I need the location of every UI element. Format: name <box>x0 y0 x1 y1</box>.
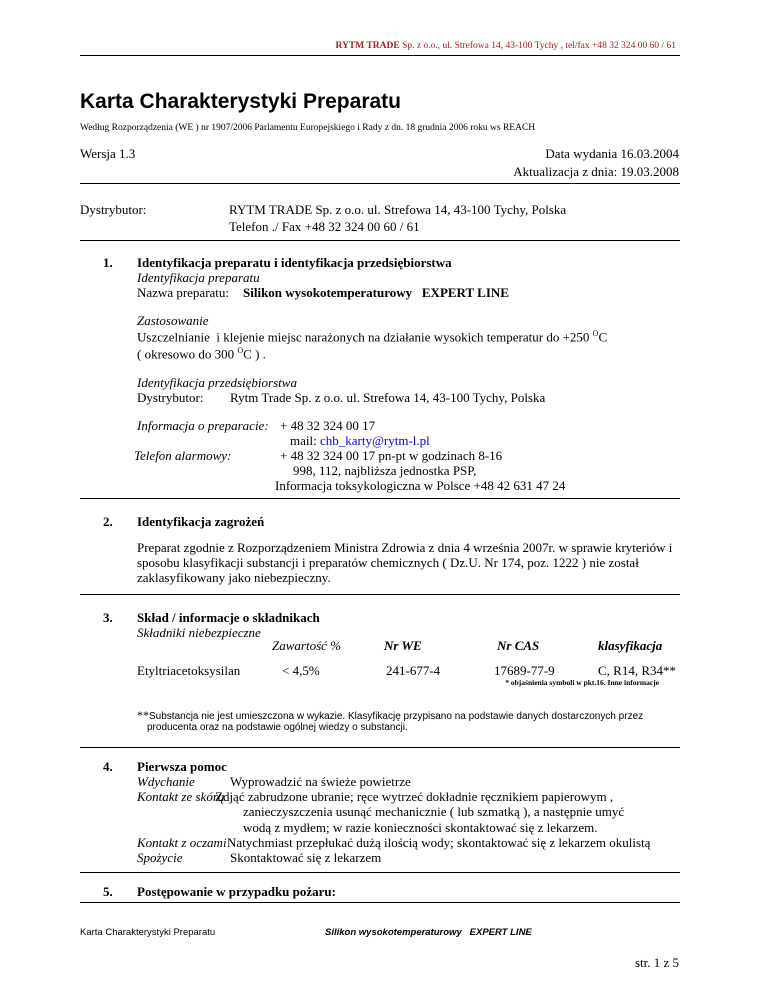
mail-link[interactable]: chb_karty@rytm-l.pl <box>319 433 430 448</box>
use-line1 <box>137 329 607 345</box>
prep-name: Silikon wysokotemperaturowy EXPERT LINE <box>243 285 509 300</box>
section2-line1: Preparat zgodnie z Rozporządzeniem Ministra Zdrowia z dnia 4 września 2007r. w sprawie kryteriów i <box>137 540 673 555</box>
divider <box>80 240 680 241</box>
row-class: C, R14, R34** <box>597 663 676 678</box>
ingestion-text: Skontaktować się z lekarzem <box>230 850 382 865</box>
section2-number: 2. <box>103 514 113 529</box>
info-mail <box>290 433 430 449</box>
use-line2 <box>137 346 266 362</box>
note-mark: ** <box>137 708 149 722</box>
note-line1: Substancja nie jest umieszczona w wykazie. Klasyfikację przypisano na podstawie danych dostarczonych przez <box>149 711 644 722</box>
section1-title: Identyfikacja preparatu i identyfikacja przedsiębiorstwa <box>137 255 452 270</box>
use-line1-text: Uszczelnianie i klejenie miejsc narażonych na działanie wysokich temperatur do +250 <box>137 329 593 345</box>
prep-heading: Identyfikacja preparatu <box>137 270 260 285</box>
version: Wersja 1.3 <box>80 146 136 161</box>
alarm-label: Telefon alarmowy: <box>134 448 232 463</box>
use-line2-text: ( okresowo do 300 <box>137 346 238 362</box>
note-line2: producenta oraz na podstawie ogólnej wiedzy o substancji. <box>147 722 408 733</box>
eye-text: Natychmiast przepłukać dużą ilością wody; skontaktować się z lekarzem okulistą <box>227 835 651 850</box>
degree-sup: O <box>592 329 599 338</box>
use-heading: Zastosowanie <box>137 313 209 328</box>
page-header <box>0 41 676 51</box>
skin-line3: wodą z mydłem; w razie konieczności skontaktować się z lekarzem. <box>243 820 598 835</box>
inhalation-label: Wdychanie <box>137 774 195 789</box>
info-label: Informacja o preparacie: <box>137 418 269 433</box>
section1-number: 1. <box>103 255 113 270</box>
distributor-line2: Telefon ./ Fax +48 32 324 00 60 / 61 <box>229 219 420 234</box>
alarm-line2: 998, 112, najbliższa jednostka PSP, <box>293 463 477 478</box>
company-label: Dystrybutor: <box>137 390 204 405</box>
section4-title: Pierwsza pomoc <box>137 759 227 774</box>
col-cas: Nr CAS <box>497 638 540 653</box>
section3-title: Skład / informacje o składnikach <box>137 610 320 625</box>
section5-title: Postępowanie w przypadku pożaru: <box>137 884 336 899</box>
prep-name-label: Nazwa preparatu: <box>137 285 230 300</box>
company-value: Rytm Trade Sp. z o.o. ul. Strefowa 14, 43-100 Tychy, Polska <box>230 390 546 405</box>
section2-line2: sposobu klasyfikacji substancji i preparatów chemicznych ( Dz.U. Nr 174, poz. 1222 ) nie został <box>137 555 639 570</box>
issue-date: Data wydania 16.03.2004 <box>545 146 679 161</box>
distributor-line1: RYTM TRADE Sp. z o.o. ul. Strefowa 14, 43-100 Tychy, Polska <box>229 202 567 217</box>
col-we: Nr WE <box>384 638 422 653</box>
alarm-line3: Informacja toksykologiczna w Polsce +48 42 631 47 24 <box>275 478 566 493</box>
update-date: Aktualizacja z dnia: 19.03.2008 <box>513 164 679 179</box>
section3-number: 3. <box>103 610 113 625</box>
mail-label: mail: <box>290 433 320 448</box>
row-name: Etyltriacetoksysilan <box>137 663 241 678</box>
section2-title: Identyfikacja zagrożeń <box>137 514 265 529</box>
inhalation-text: Wyprowadzić na świeże powietrze <box>230 774 411 789</box>
ingredients-heading: Składniki niebezpieczne <box>137 625 261 640</box>
row-cas: 17689-77-9 <box>494 663 555 678</box>
class-footnote: * objaśnienia symboli w pkt.16. Inne informacje <box>505 678 659 687</box>
note <box>137 707 643 723</box>
divider <box>80 902 680 903</box>
company-heading: Identyfikacja przedsiębiorstwa <box>137 375 297 390</box>
footer-center: Silikon wysokotemperaturowy EXPERT LINE <box>325 927 532 938</box>
section5-number: 5. <box>103 884 113 899</box>
divider <box>80 747 680 748</box>
eye-label: Kontakt z oczami <box>137 835 227 850</box>
section2-line3: zaklasyfikowany jako niebezpieczny. <box>137 570 331 585</box>
divider <box>80 872 680 873</box>
row-we: 241-677-4 <box>386 663 441 678</box>
header-address: Sp. z o.o., ul. Strefowa 14, 43-100 Tychy , tel/fax +48 32 324 00 60 / 61 <box>399 41 676 51</box>
header-company: RYTM TRADE <box>335 41 400 51</box>
section4-number: 4. <box>103 759 113 774</box>
col-class: klasyfikacja <box>598 638 663 653</box>
distributor-label: Dystrybutor: <box>80 202 147 217</box>
skin-label: Kontakt ze skórą <box>137 789 225 804</box>
divider <box>80 498 680 499</box>
divider <box>80 183 680 184</box>
col-content: Zawartość % <box>272 638 341 653</box>
header-rule <box>80 55 680 56</box>
degree-sup: O <box>237 346 244 355</box>
ingestion-label: Spożycie <box>137 850 183 865</box>
skin-line2: zanieczyszczenia usunąć mechanicznie ( lub szmatką ), a następnie umyć <box>243 804 625 819</box>
page-number: str. 1 z 5 <box>634 955 679 970</box>
footer-left: Karta Charakterystyki Preparatu <box>80 927 216 938</box>
document-subtitle: Według Rozporządzenia (WE ) nr 1907/2006 Parlamentu Europejskiego i Rady z dn. 18 grudnia 2006 roku ws REACH <box>80 123 536 133</box>
document-title: Karta Charakterystyki Preparatu <box>80 90 401 113</box>
use-line2-unit: C ) . <box>243 346 266 362</box>
divider <box>80 594 680 595</box>
alarm-line1: + 48 32 324 00 17 pn-pt w godzinach 8-16 <box>280 448 503 463</box>
info-phone: + 48 32 324 00 17 <box>280 418 376 433</box>
skin-line1: Zdjąć zabrudzone ubranie; ręce wytrzeć dokładnie ręcznikiem papierowym , <box>215 789 614 804</box>
use-line1-unit: C <box>598 329 608 345</box>
row-content: < 4,5% <box>282 663 320 678</box>
